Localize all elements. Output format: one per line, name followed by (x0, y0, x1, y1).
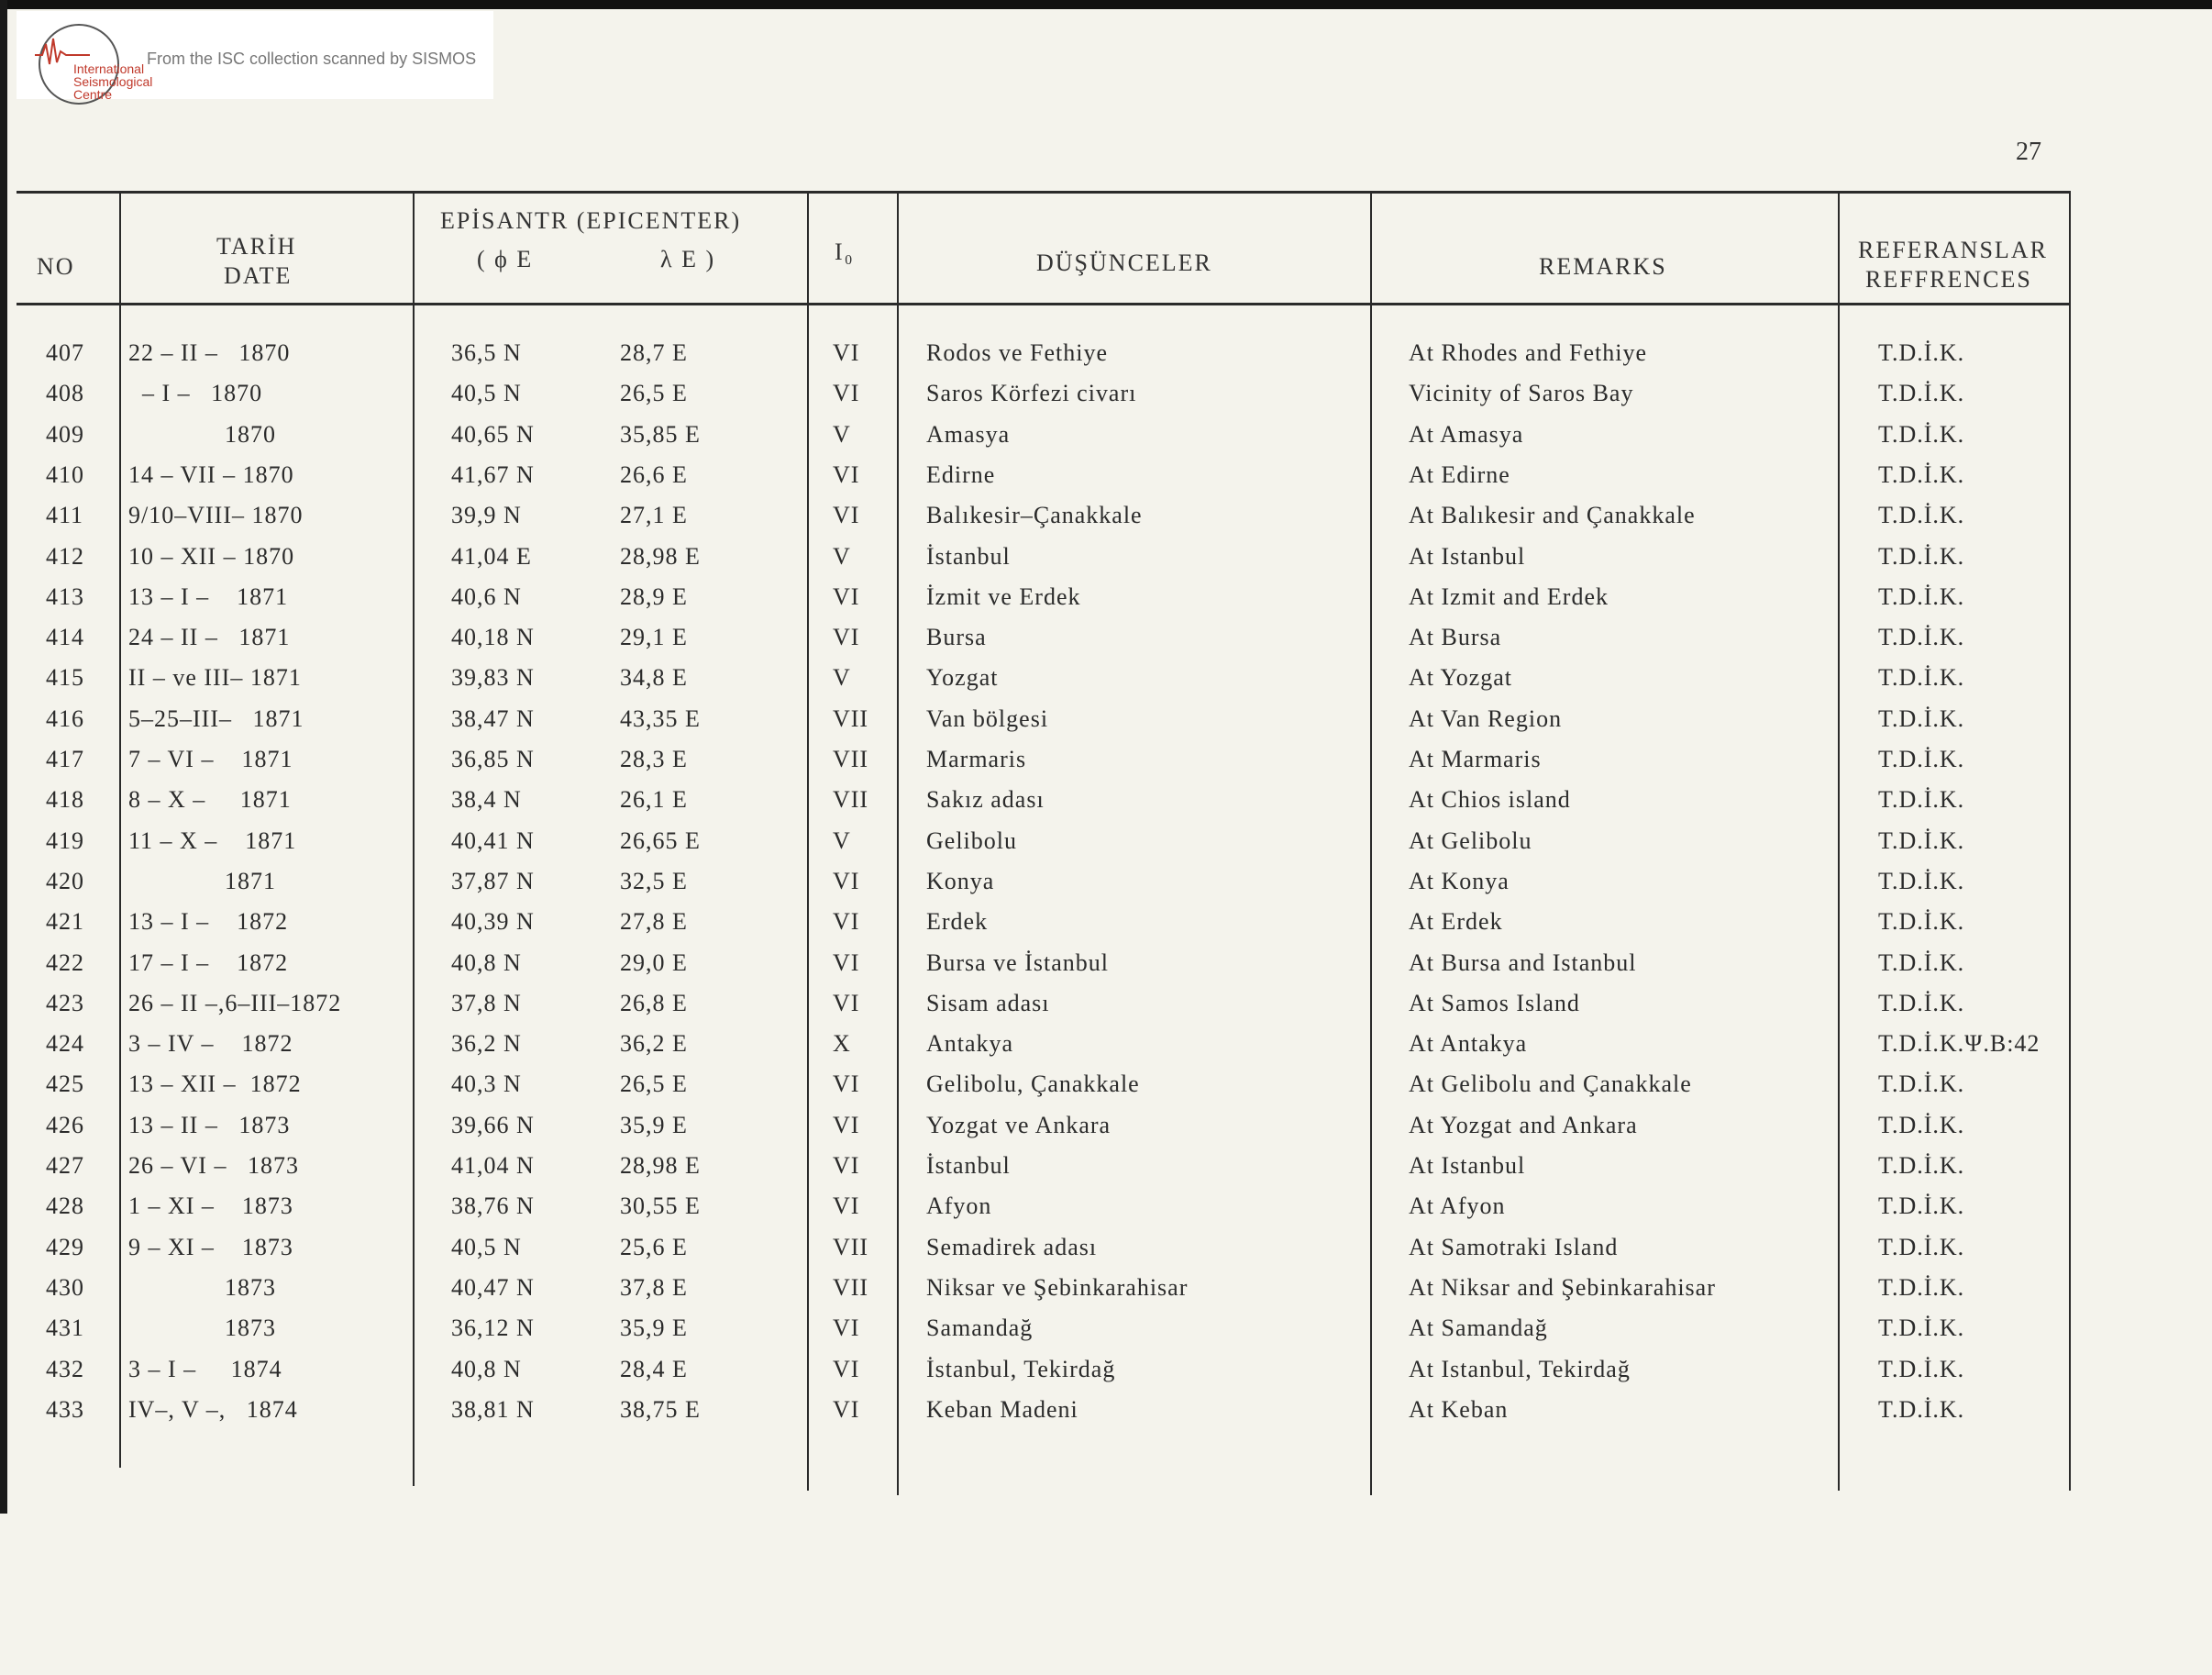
cell-no: 420 (46, 868, 84, 894)
cell-date: 22 – II – 1870 (128, 339, 291, 366)
cell-lon: 26,6 E (620, 461, 688, 488)
cell-io: VI (833, 1314, 860, 1341)
cell-lon: 37,8 E (620, 1274, 688, 1301)
cell-ref: T.D.İ.K. (1878, 421, 1965, 448)
cell-en: At Istanbul (1409, 543, 1526, 570)
cell-lat: 39,9 N (451, 502, 522, 528)
cell-date: 3 – I – 1874 (128, 1356, 282, 1382)
cell-lon: 28,9 E (620, 583, 688, 610)
cell-lon: 26,8 E (620, 990, 688, 1016)
cell-tr: Van bölgesi (926, 705, 1049, 732)
cell-lon: 28,3 E (620, 746, 688, 772)
cell-lon: 28,98 E (620, 1152, 701, 1179)
cell-date: 13 – I – 1872 (128, 908, 289, 935)
cell-en: Vicinity of Saros Bay (1409, 380, 1634, 406)
header-ref-tr: REFERANSLAR (1858, 237, 2048, 263)
cell-ref: T.D.İ.K. (1878, 543, 1965, 570)
cell-lat: 37,87 N (451, 868, 535, 894)
cell-io: VI (833, 1396, 860, 1423)
cell-date: 26 – II –,6–III–1872 (128, 990, 342, 1016)
cell-tr: Samandağ (926, 1314, 1034, 1341)
cell-no: 412 (46, 543, 84, 570)
cell-en: At Samos Island (1409, 990, 1580, 1016)
cell-lat: 40,8 N (451, 1356, 522, 1382)
cell-tr: Antakya (926, 1030, 1014, 1057)
cell-ref: T.D.İ.K. (1878, 827, 1965, 854)
cell-date: 1871 (128, 868, 276, 894)
cell-no: 410 (46, 461, 84, 488)
cell-lat: 36,12 N (451, 1314, 535, 1341)
cell-no: 432 (46, 1356, 84, 1382)
cell-no: 430 (46, 1274, 84, 1301)
cell-lat: 41,67 N (451, 461, 535, 488)
cell-lon: 25,6 E (620, 1234, 688, 1260)
cell-ref: T.D.İ.K. (1878, 786, 1965, 813)
header-longitude: λ E ) (660, 246, 716, 272)
cell-lon: 27,1 E (620, 502, 688, 528)
cell-lon: 35,85 E (620, 421, 701, 448)
cell-lon: 35,9 E (620, 1314, 688, 1341)
cell-tr: Bursa (926, 624, 987, 650)
table-right-rule (2069, 193, 2071, 1491)
cell-lon: 38,75 E (620, 1396, 701, 1423)
cell-tr: Yozgat ve Ankara (926, 1112, 1112, 1138)
cell-lat: 39,83 N (451, 664, 535, 691)
cell-date: 11 – X – 1871 (128, 827, 297, 854)
header-epicenter: EPİSANTR (EPICENTER) (440, 207, 742, 234)
cell-tr: Saros Körfezi civarı (926, 380, 1137, 406)
cell-tr: Gelibolu (926, 827, 1017, 854)
cell-tr: Keban Madeni (926, 1396, 1078, 1423)
cell-io: VI (833, 583, 860, 610)
header-latitude: ( ϕ E (477, 246, 534, 272)
cell-io: VI (833, 1192, 860, 1219)
cell-date: 7 – VI – 1871 (128, 746, 293, 772)
cell-date: 5–25–III– 1871 (128, 705, 304, 732)
cell-io: V (833, 827, 851, 854)
cell-io: VI (833, 1070, 860, 1097)
cell-en: At Balıkesir and Çanakkale (1409, 502, 1696, 528)
cell-lon: 36,2 E (620, 1030, 688, 1057)
cell-lat: 36,2 N (451, 1030, 522, 1057)
cell-tr: İstanbul, Tekirdağ (926, 1356, 1116, 1382)
cell-lat: 41,04 N (451, 1152, 535, 1179)
cell-date: 10 – XII – 1870 (128, 543, 295, 570)
col-divider-epicenter (807, 193, 809, 1491)
cell-tr: Amasya (926, 421, 1011, 448)
cell-lat: 40,65 N (451, 421, 535, 448)
cell-lat: 41,04 E (451, 543, 532, 570)
cell-io: VI (833, 990, 860, 1016)
cell-no: 431 (46, 1314, 84, 1341)
cell-ref: T.D.İ.K. (1878, 664, 1965, 691)
cell-date: II – ve III– 1871 (128, 664, 302, 691)
cell-en: At Samandağ (1409, 1314, 1548, 1341)
header-dusunceler: DÜŞÜNCELER (1036, 250, 1212, 276)
cell-date: 9 – XI – 1873 (128, 1234, 293, 1260)
header-no: NO (37, 253, 75, 280)
cell-en: At Istanbul (1409, 1152, 1526, 1179)
cell-date: 1873 (128, 1314, 276, 1341)
cell-lat: 40,5 N (451, 380, 522, 406)
cell-ref: T.D.İ.K. (1878, 1234, 1965, 1260)
cell-no: 423 (46, 990, 84, 1016)
cell-en: At Izmit and Erdek (1409, 583, 1609, 610)
cell-en: At Marmaris (1409, 746, 1542, 772)
cell-ref: T.D.İ.K. (1878, 1274, 1965, 1301)
cell-io: VI (833, 868, 860, 894)
cell-lon: 28,7 E (620, 339, 688, 366)
cell-date: 14 – VII – 1870 (128, 461, 294, 488)
logo-line-1: International (73, 61, 145, 76)
cell-tr: Bursa ve İstanbul (926, 949, 1109, 976)
cell-io: VII (833, 1274, 869, 1301)
cell-tr: İstanbul (926, 1152, 1011, 1179)
cell-lon: 28,4 E (620, 1356, 688, 1382)
cell-en: At Antakya (1409, 1030, 1528, 1057)
cell-en: At Bursa and Istanbul (1409, 949, 1637, 976)
cell-tr: Rodos ve Fethiye (926, 339, 1108, 366)
cell-ref: T.D.İ.K. (1878, 990, 1965, 1016)
cell-tr: Erdek (926, 908, 989, 935)
cell-io: V (833, 543, 851, 570)
cell-lon: 34,8 E (620, 664, 688, 691)
cell-tr: Marmaris (926, 746, 1027, 772)
cell-date: 1 – XI – 1873 (128, 1192, 293, 1219)
cell-lon: 43,35 E (620, 705, 701, 732)
header-date-tr: TARİH (216, 233, 297, 260)
cell-lon: 29,1 E (620, 624, 688, 650)
scan-credit: From the ISC collection scanned by SISMOS (147, 50, 477, 68)
isc-logo-text (73, 62, 152, 101)
cell-tr: İzmit ve Erdek (926, 583, 1081, 610)
cell-no: 417 (46, 746, 84, 772)
cell-io: VI (833, 380, 860, 406)
cell-date: 9/10–VIII– 1870 (128, 502, 304, 528)
cell-lon: 30,55 E (620, 1192, 701, 1219)
cell-date: 13 – XII – 1872 (128, 1070, 302, 1097)
cell-ref: T.D.İ.K. (1878, 1314, 1965, 1341)
cell-date: 1870 (128, 421, 276, 448)
cell-ref: T.D.İ.K. (1878, 1396, 1965, 1423)
cell-ref: T.D.İ.K. (1878, 908, 1965, 935)
cell-lon: 26,65 E (620, 827, 701, 854)
cell-no: 409 (46, 421, 84, 448)
cell-lat: 37,8 N (451, 990, 522, 1016)
cell-no: 416 (46, 705, 84, 732)
cell-lon: 35,9 E (620, 1112, 688, 1138)
logo-line-3: Centre (73, 87, 113, 102)
cell-no: 424 (46, 1030, 84, 1057)
cell-en: At Afyon (1409, 1192, 1506, 1219)
cell-ref: T.D.İ.K. (1878, 949, 1965, 976)
table-top-rule (17, 191, 2071, 194)
cell-tr: Gelibolu, Çanakkale (926, 1070, 1140, 1097)
cell-ref: T.D.İ.K. (1878, 339, 1965, 366)
cell-no: 421 (46, 908, 84, 935)
cell-lat: 39,66 N (451, 1112, 535, 1138)
cell-en: At Amasya (1409, 421, 1524, 448)
cell-ref: T.D.İ.K. (1878, 583, 1965, 610)
col-divider-dusunceler (1370, 193, 1372, 1495)
cell-ref: T.D.İ.K. (1878, 502, 1965, 528)
cell-en: At Edirne (1409, 461, 1510, 488)
cell-io: VI (833, 1112, 860, 1138)
cell-en: At Samotraki Island (1409, 1234, 1619, 1260)
cell-ref: T.D.İ.K. (1878, 705, 1965, 732)
cell-tr: Niksar ve Şebinkarahisar (926, 1274, 1189, 1301)
cell-lat: 40,5 N (451, 1234, 522, 1260)
cell-en: At Van Region (1409, 705, 1563, 732)
scan-top-border (0, 0, 2212, 9)
cell-en: At Chios island (1409, 786, 1571, 813)
cell-ref: T.D.İ.K. (1878, 1112, 1965, 1138)
cell-en: At Bursa (1409, 624, 1502, 650)
cell-tr: İstanbul (926, 543, 1011, 570)
cell-lat: 40,8 N (451, 949, 522, 976)
cell-io: VI (833, 339, 860, 366)
cell-no: 407 (46, 339, 84, 366)
header-ref-en: REFFRENCES (1865, 266, 2032, 293)
cell-date: 24 – II – 1871 (128, 624, 291, 650)
header-remarks: REMARKS (1539, 253, 1667, 280)
cell-lat: 38,81 N (451, 1396, 535, 1423)
cell-io: VI (833, 502, 860, 528)
cell-lon: 29,0 E (620, 949, 688, 976)
cell-io: V (833, 421, 851, 448)
cell-io: VI (833, 1356, 860, 1382)
cell-no: 419 (46, 827, 84, 854)
page-number: 27 (2016, 138, 2041, 166)
cell-lat: 40,3 N (451, 1070, 522, 1097)
cell-lat: 36,5 N (451, 339, 522, 366)
cell-no: 413 (46, 583, 84, 610)
cell-io: X (833, 1030, 851, 1057)
cell-lon: 32,5 E (620, 868, 688, 894)
header-intensity: I₀ (835, 238, 855, 265)
table-header-rule (17, 303, 2071, 305)
cell-io: VII (833, 746, 869, 772)
cell-date: 1873 (128, 1274, 276, 1301)
cell-io: VII (833, 705, 869, 732)
cell-ref: T.D.İ.K. (1878, 868, 1965, 894)
cell-tr: Afyon (926, 1192, 992, 1219)
cell-en: At Yozgat (1409, 664, 1513, 691)
cell-tr: Yozgat (926, 664, 999, 691)
cell-lon: 26,5 E (620, 380, 688, 406)
cell-io: V (833, 664, 851, 691)
cell-ref: T.D.İ.K. (1878, 1192, 1965, 1219)
cell-no: 411 (46, 502, 84, 528)
cell-en: At Niksar and Şebinkarahisar (1409, 1274, 1716, 1301)
cell-no: 415 (46, 664, 84, 691)
cell-lat: 40,39 N (451, 908, 535, 935)
cell-ref: T.D.İ.K. (1878, 746, 1965, 772)
cell-date: 13 – I – 1871 (128, 583, 289, 610)
cell-lat: 40,18 N (451, 624, 535, 650)
cell-no: 429 (46, 1234, 84, 1260)
col-divider-remarks (1838, 193, 1840, 1491)
cell-tr: Edirne (926, 461, 996, 488)
cell-date: 26 – VI – 1873 (128, 1152, 299, 1179)
cell-lat: 36,85 N (451, 746, 535, 772)
cell-en: At Konya (1409, 868, 1510, 894)
col-divider-date (413, 193, 415, 1486)
cell-ref: T.D.İ.K. (1878, 1070, 1965, 1097)
cell-ref: T.D.İ.K. (1878, 380, 1965, 406)
cell-no: 425 (46, 1070, 84, 1097)
cell-io: VI (833, 1152, 860, 1179)
cell-lat: 38,4 N (451, 786, 522, 813)
cell-io: VI (833, 949, 860, 976)
cell-no: 418 (46, 786, 84, 813)
cell-tr: Semadirek adası (926, 1234, 1098, 1260)
cell-no: 408 (46, 380, 84, 406)
cell-tr: Konya (926, 868, 995, 894)
cell-lat: 38,76 N (451, 1192, 535, 1219)
cell-io: VII (833, 1234, 869, 1260)
cell-en: At Keban (1409, 1396, 1509, 1423)
cell-en: At Rhodes and Fethiye (1409, 339, 1648, 366)
cell-tr: Sakız adası (926, 786, 1045, 813)
cell-io: VI (833, 624, 860, 650)
cell-date: 17 – I – 1872 (128, 949, 289, 976)
header-date-en: DATE (224, 262, 293, 289)
cell-no: 428 (46, 1192, 84, 1219)
cell-ref: T.D.İ.K. (1878, 1152, 1965, 1179)
cell-date: IV–, V –, 1874 (128, 1396, 298, 1423)
cell-no: 433 (46, 1396, 84, 1423)
cell-tr: Balıkesir–Çanakkale (926, 502, 1143, 528)
scan-left-border (0, 0, 7, 1514)
cell-lat: 38,47 N (451, 705, 535, 732)
cell-no: 422 (46, 949, 84, 976)
cell-ref: T.D.İ.K. (1878, 461, 1965, 488)
cell-lon: 27,8 E (620, 908, 688, 935)
cell-lon: 26,1 E (620, 786, 688, 813)
cell-lon: 26,5 E (620, 1070, 688, 1097)
cell-en: At Gelibolu and Çanakkale (1409, 1070, 1692, 1097)
cell-en: At Gelibolu (1409, 827, 1532, 854)
col-divider-intensity (897, 193, 899, 1495)
cell-lon: 28,98 E (620, 543, 701, 570)
cell-io: VII (833, 786, 869, 813)
cell-ref: T.D.İ.K. (1878, 624, 1965, 650)
cell-date: 8 – X – 1871 (128, 786, 292, 813)
cell-no: 427 (46, 1152, 84, 1179)
cell-date: 3 – IV – 1872 (128, 1030, 293, 1057)
cell-en: At Yozgat and Ankara (1409, 1112, 1638, 1138)
cell-ref: T.D.İ.K. (1878, 1356, 1965, 1382)
cell-no: 414 (46, 624, 84, 650)
cell-lat: 40,41 N (451, 827, 535, 854)
cell-ref: T.D.İ.K.Ψ.B:42 (1878, 1030, 2041, 1057)
cell-tr: Sisam adası (926, 990, 1050, 1016)
cell-no: 426 (46, 1112, 84, 1138)
cell-io: VI (833, 908, 860, 935)
cell-date: 13 – II – 1873 (128, 1112, 291, 1138)
cell-io: VI (833, 461, 860, 488)
col-divider-no (119, 193, 121, 1468)
cell-lat: 40,47 N (451, 1274, 535, 1301)
cell-en: At Erdek (1409, 908, 1503, 935)
cell-date: – I – 1870 (128, 380, 263, 406)
cell-lat: 40,6 N (451, 583, 522, 610)
cell-en: At Istanbul, Tekirdağ (1409, 1356, 1631, 1382)
logo-line-2: Seismological (73, 74, 153, 89)
